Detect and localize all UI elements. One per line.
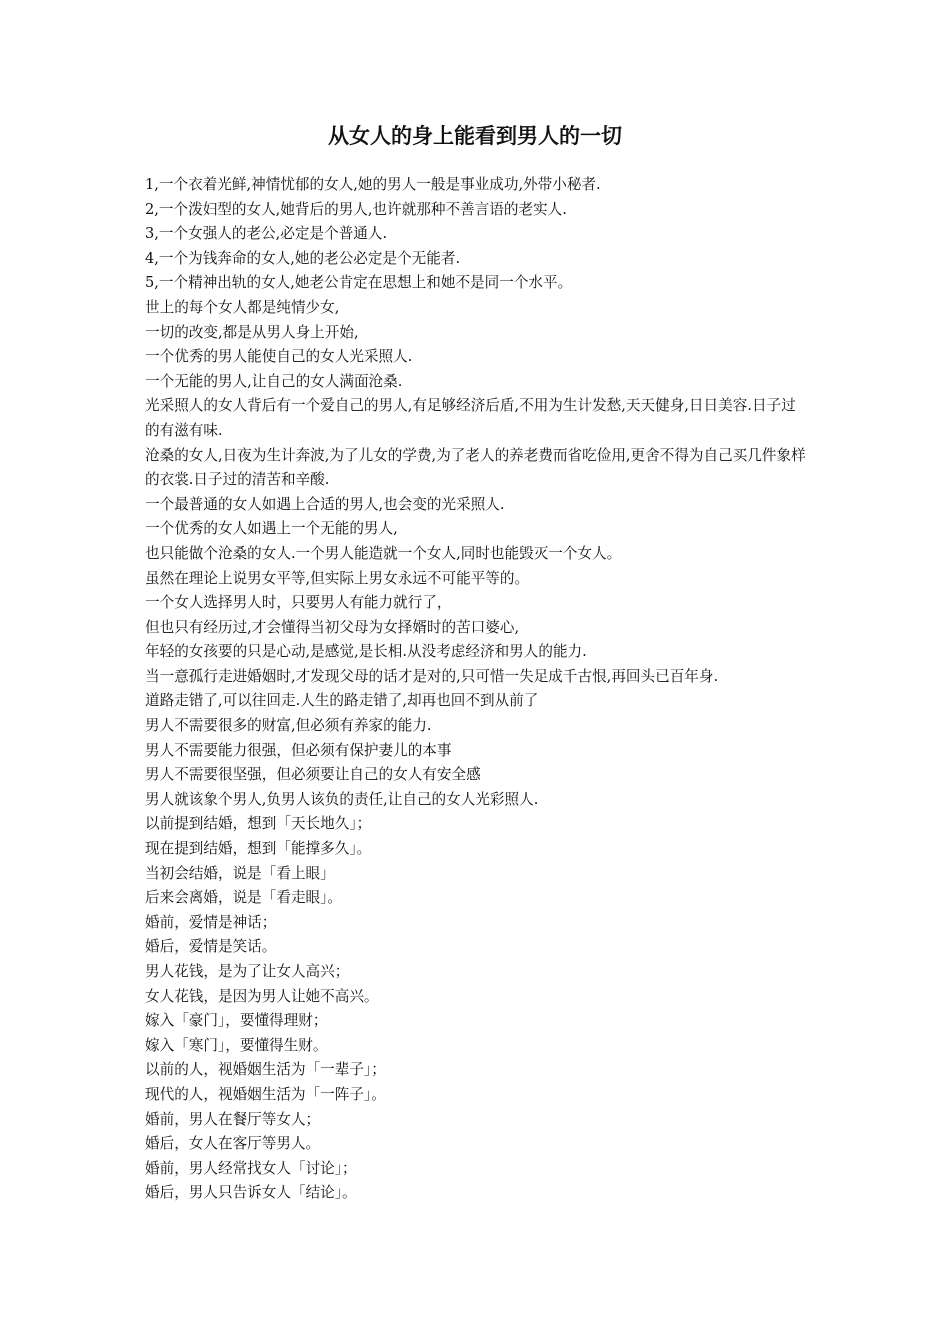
paragraph: 年轻的女孩要的只是心动,是感觉,是长相.从没考虑经济和男人的能力. xyxy=(145,643,587,661)
document-body xyxy=(145,173,810,1206)
paragraph: 一个无能的男人,让自己的女人满面沧桑. xyxy=(145,372,403,390)
paragraph: 沧桑的女人,日夜为生计奔波,为了儿女的学费,为了老人的养老费而省吃俭用,更舍不得为自己买几件象样的衣裳.日子过的清苦和辛酸. xyxy=(145,446,806,489)
paragraph: 现在提到结婚，想到「能撑多久」。 xyxy=(145,840,372,858)
paragraph: 光采照人的女人背后有一个爱自己的男人,有足够经济后盾,不用为生计发愁,天天健身,日日美容.日子过的有滋有味. xyxy=(145,397,796,439)
paragraph: 当一意孤行走进婚姻时,才发现父母的话才是对的,只可惜一失足成千古恨,再回头已百年身. xyxy=(145,667,719,685)
paragraph: 以前的人，视婚姻生活为「一辈子」； xyxy=(145,1061,386,1079)
paragraph: 婚后，女人在客厅等男人。 xyxy=(145,1135,321,1153)
paragraph: 嫁入「寒门」，要懂得生财。 xyxy=(145,1036,328,1054)
paragraph: 世上的每个女人都是纯情少女, xyxy=(145,298,340,316)
paragraph: 婚前，男人经常找女人「讨论」； xyxy=(145,1159,357,1177)
paragraph: 男人花钱，是为了让女人高兴； xyxy=(145,963,350,980)
paragraph: 后来会离婚，说是「看走眼」。 xyxy=(145,889,343,907)
paragraph: 嫁入「豪门」，要懂得理财； xyxy=(145,1012,328,1030)
paragraph: 婚前，男人在餐厅等女人； xyxy=(145,1110,321,1128)
paragraph: 5,一个精神出轨的女人,她老公肯定在思想上和她不是同一个水平。 xyxy=(145,274,573,292)
paragraph: 以前提到结婚，想到「天长地久」； xyxy=(145,815,372,833)
document-title: 从女人的身上能看到男人的一切 xyxy=(328,124,622,148)
paragraph: 道路走错了,可以往回走.人生的路走错了,却再也回不到从前了 xyxy=(145,692,539,710)
paragraph: 一切的改变,都是从男人身上开始, xyxy=(145,323,359,341)
paragraph: 3,一个女强人的老公,必定是个普通人. xyxy=(145,225,388,243)
paragraph: 一个优秀的男人能使自己的女人光采照人. xyxy=(145,348,413,366)
paragraph: 男人不需要很多的财富,但必须有养家的能力. xyxy=(145,717,432,735)
paragraph: 男人不需要能力很强，但必须有保护妻儿的本事 xyxy=(145,741,452,759)
paragraph: 一个最普通的女人如遇上合适的男人,也会变的光采照人. xyxy=(145,495,505,513)
paragraph: 一个优秀的女人如遇上一个无能的男人, xyxy=(145,520,398,538)
paragraph: 婚后，男人只告诉女人「结论」。 xyxy=(145,1184,357,1202)
paragraph: 男人就该象个男人,负男人该负的责任,让自己的女人光彩照人. xyxy=(145,790,539,808)
paragraph: 现代的人，视婚姻生活为「一阵子」。 xyxy=(145,1085,386,1103)
paragraph: 2,一个泼妇型的女人,她背后的男人,也许就那种不善言语的老实人. xyxy=(145,200,567,218)
paragraph: 4,一个为钱奔命的女人,她的老公必定是个无能者. xyxy=(145,249,461,267)
paragraph: 女人花钱，是因为男人让她不高兴。 xyxy=(145,987,379,1005)
paragraph: 但也只有经历过,才会懂得当初父母为女择婿时的苦口婆心, xyxy=(145,618,520,636)
paragraph: 婚后，爱情是笑话。 xyxy=(145,938,277,956)
paragraph: 婚前，爱情是神话； xyxy=(145,913,277,931)
paragraph: 当初会结婚，说是「看上眼」 xyxy=(145,864,335,882)
paragraph: 男人不需要很坚强，但必须要让自己的女人有安全感 xyxy=(145,766,481,784)
paragraph: 也只能做个沧桑的女人.一个男人能造就一个女人,同时也能毁灭一个女人。 xyxy=(145,544,622,562)
paragraph: 1,一个衣着光鲜,神情忧郁的女人,她的男人一般是事业成功,外带小秘者. xyxy=(145,176,601,193)
paragraph: 虽然在理论上说男女平等,但实际上男女永远不可能平等的。 xyxy=(145,569,530,587)
paragraph: 一个女人选择男人时，只要男人有能力就行了， xyxy=(145,594,452,612)
